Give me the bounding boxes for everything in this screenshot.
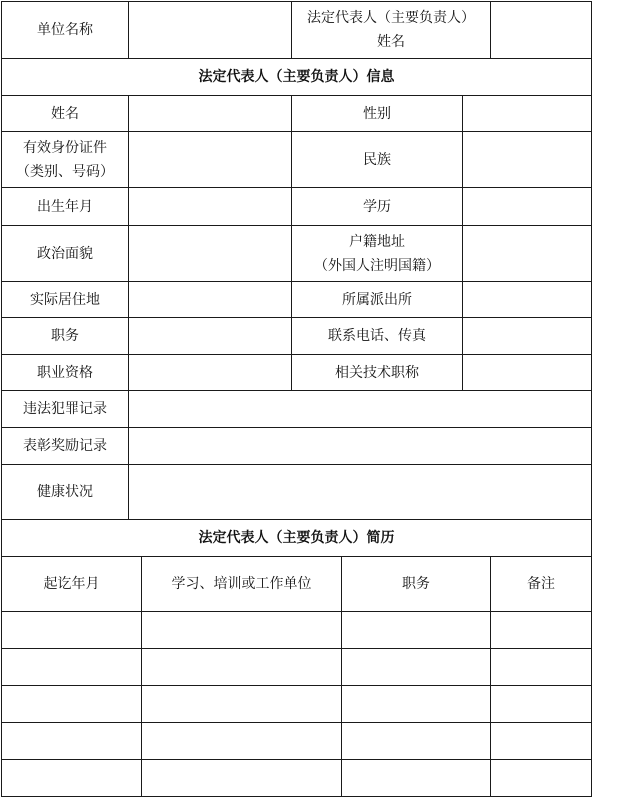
- resume-cell[interactable]: [2, 760, 142, 797]
- id-label-line1: 有效身份证件: [23, 139, 107, 156]
- health-row: [2, 465, 592, 520]
- resume-cell[interactable]: [342, 686, 491, 723]
- criminal-label: 违法犯罪记录: [2, 391, 129, 428]
- resume-col-period: 起讫年月: [2, 557, 142, 612]
- rep-name-value[interactable]: [491, 2, 592, 59]
- birth-label: 出生年月: [2, 188, 129, 226]
- unit-name-value[interactable]: [129, 2, 292, 59]
- awards-value[interactable]: [129, 428, 592, 465]
- resume-cell[interactable]: [142, 649, 342, 686]
- registration-form-table: [1, 1, 592, 797]
- resume-cell[interactable]: [142, 612, 342, 649]
- resume-section-title: 法定代表人（主要负责人）简历: [2, 520, 592, 557]
- resume-col-position: 职务: [342, 557, 491, 612]
- info-section-title: 法定代表人（主要负责人）信息: [2, 59, 592, 96]
- resume-cell[interactable]: [2, 723, 142, 760]
- id-label: [2, 132, 129, 188]
- birth-education-row: [2, 188, 592, 226]
- id-ethnicity-row: [2, 132, 592, 188]
- resume-row: [2, 612, 592, 649]
- name-label: 姓名: [2, 96, 129, 132]
- birth-value[interactable]: [129, 188, 292, 226]
- gender-label: 性别: [292, 96, 463, 132]
- unit-name-label: 单位名称: [2, 2, 129, 59]
- political-value[interactable]: [129, 226, 292, 282]
- residence-police-row: [2, 282, 592, 318]
- resume-cell[interactable]: [142, 723, 342, 760]
- contact-label: 联系电话、传真: [292, 318, 463, 355]
- rep-name-label-line1: 法定代表人（主要负责人）: [307, 10, 475, 26]
- ethnicity-value[interactable]: [463, 132, 592, 188]
- resume-cell[interactable]: [491, 649, 592, 686]
- awards-row: [2, 428, 592, 465]
- resume-section-row: [2, 520, 592, 557]
- qualification-label: 职业资格: [2, 355, 129, 391]
- health-label: 健康状况: [2, 465, 129, 520]
- resume-cell[interactable]: [2, 612, 142, 649]
- household-label: [292, 226, 463, 282]
- position-value[interactable]: [129, 318, 292, 355]
- household-label-line2: （外国人注明国籍）: [314, 257, 440, 274]
- awards-label: 表彰奖励记录: [2, 428, 129, 465]
- police-station-label: 所属派出所: [292, 282, 463, 318]
- resume-cell[interactable]: [342, 649, 491, 686]
- resume-cell[interactable]: [342, 760, 491, 797]
- resume-cell[interactable]: [2, 649, 142, 686]
- contact-value[interactable]: [463, 318, 592, 355]
- education-value[interactable]: [463, 188, 592, 226]
- resume-header-row: [2, 557, 592, 612]
- household-value[interactable]: [463, 226, 592, 282]
- rep-name-label-line2: 姓名: [377, 34, 405, 50]
- resume-cell[interactable]: [491, 760, 592, 797]
- name-value[interactable]: [129, 96, 292, 132]
- rep-name-label: [292, 2, 491, 59]
- resume-row: [2, 723, 592, 760]
- id-label-line2: （类别、号码）: [16, 163, 114, 180]
- resume-cell[interactable]: [491, 723, 592, 760]
- info-section-row: [2, 59, 592, 96]
- political-label: 政治面貌: [2, 226, 129, 282]
- resume-cell[interactable]: [342, 612, 491, 649]
- position-contact-row: [2, 318, 592, 355]
- resume-cell[interactable]: [142, 760, 342, 797]
- tech-title-value[interactable]: [463, 355, 592, 391]
- resume-cell[interactable]: [491, 686, 592, 723]
- resume-cell[interactable]: [491, 612, 592, 649]
- household-label-line1: 户籍地址: [349, 233, 405, 250]
- gender-value[interactable]: [463, 96, 592, 132]
- unit-name-row: [2, 2, 592, 59]
- health-value[interactable]: [129, 465, 592, 520]
- residence-label: 实际居住地: [2, 282, 129, 318]
- qualification-value[interactable]: [129, 355, 292, 391]
- resume-row: [2, 686, 592, 723]
- criminal-row: [2, 391, 592, 428]
- resume-cell[interactable]: [2, 686, 142, 723]
- residence-value[interactable]: [129, 282, 292, 318]
- resume-col-remarks: 备注: [491, 557, 592, 612]
- political-household-row: [2, 226, 592, 282]
- resume-col-organization: 学习、培训或工作单位: [142, 557, 342, 612]
- resume-row: [2, 649, 592, 686]
- resume-cell[interactable]: [142, 686, 342, 723]
- tech-title-label: 相关技术职称: [292, 355, 463, 391]
- qualification-title-row: [2, 355, 592, 391]
- ethnicity-label: 民族: [292, 132, 463, 188]
- id-value[interactable]: [129, 132, 292, 188]
- resume-row: [2, 760, 592, 797]
- position-label: 职务: [2, 318, 129, 355]
- name-gender-row: [2, 96, 592, 132]
- police-station-value[interactable]: [463, 282, 592, 318]
- criminal-value[interactable]: [129, 391, 592, 428]
- resume-cell[interactable]: [342, 723, 491, 760]
- education-label: 学历: [292, 188, 463, 226]
